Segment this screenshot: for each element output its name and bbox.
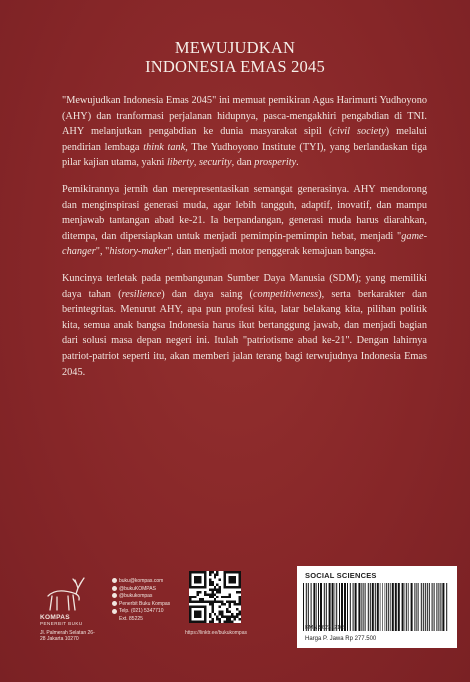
italic-term: think tank (143, 141, 186, 153)
text-run: ), serta berkarakter dan berintegritas. Menurut AHY, apa pun profesi kita, latar belakang kita, pilihan politik kita, semua anak bangsa Indonesia harus ikut bertanggung jawab, dan menjadi bagian dari solusi masa depan negeri ini. Itulah "patriotisme abad ke-21". Dengan lahirnya patriot-patriot seperti itu, akan memberi jalan terang bagi terwujudnya Indonesia Emas 2045. (62, 288, 427, 378)
text-run: "Mewujudkan Indonesia Emas 2045" ini memuat pemikiran Agus Harimurti Yudhoyono (AHY) dan tranformasi perjalanan hidupnya, pasca-mengakhiri pengabdian di TNI. AHY melanjutkan pengabdian ke dunia masyarakat sipil ( (62, 95, 427, 138)
text-run: , dan (231, 157, 255, 169)
paragraph-2 (62, 182, 427, 260)
contact-instagram[interactable]: @bukukompas (112, 593, 182, 601)
publisher-address: Jl. Palmerah Selatan 26-28 Jakarta 10270 (40, 630, 95, 642)
contact-twitter[interactable]: @bukuKOMPAS (112, 586, 182, 594)
italic-term: resilience (121, 288, 162, 300)
kmn-number: KMN 562312105 (305, 625, 347, 631)
book-title (0, 38, 470, 76)
text-run: Pemikirannya jernih dan merepresentasikan semangat generasinya. AHY mendorong dan menginspirasi generasi muda, agar lebih tangguh, adaptif, inovatif, dan mampu menjawab tantangan abad ke-21. Ia berpandangan, generasi muda harus diarahkan, ditempa, dan dipersiapkan untuk menjadi pemimpin-pemimpin hebat, menjadi " (62, 183, 427, 242)
facebook-icon (112, 601, 117, 606)
paragraph-1 (62, 93, 427, 171)
blurb (62, 93, 427, 391)
text-run: ) dan daya saing ( (161, 288, 253, 300)
text-run: , (193, 157, 199, 169)
italic-term: competitiveness (252, 288, 319, 300)
twitter-icon (112, 586, 117, 591)
contact-facebook[interactable]: Penerbit Buku Kompas (112, 601, 182, 609)
contact-email[interactable]: buku@kompas.com (112, 578, 182, 586)
italic-term: prosperity (254, 157, 297, 169)
text-run: ", " (95, 246, 110, 258)
italic-term: game-changer (62, 230, 427, 258)
italic-term: civil society (332, 126, 386, 138)
phone-icon (112, 609, 117, 614)
text-run: Kuncinya terletak pada pembangunan Sumber Daya Manusia (SDM); yang memiliki daya tahan ( (62, 272, 427, 300)
contact-extension: Ext. 85225 (119, 615, 143, 622)
publisher-name: KOMPAS (40, 614, 70, 621)
contact-phone: Telp. (021) 5347710 (112, 608, 182, 616)
barcode-icon (303, 583, 451, 631)
qr-caption: https://linktr.ee/bukukompas (185, 630, 247, 636)
publisher-contacts (112, 578, 182, 624)
email-icon (112, 578, 117, 583)
italic-term: liberty (166, 157, 194, 169)
text-run: , The Yudhoyono Institute (TYI), yang berlandaskan tiga pilar kajian utama, yakni (62, 141, 427, 169)
qr-code-icon[interactable] (189, 571, 241, 623)
barcode-panel (297, 566, 457, 648)
price-label: Harga P. Jawa Rp 277.500 (305, 636, 377, 642)
italic-term: security (198, 157, 232, 169)
title-line-1: MEWUJUDKAN (174, 38, 296, 57)
publisher-subtitle: PENERBIT BUKU (40, 621, 83, 626)
text-run: ", dan menjadi motor penggerak kemajuan bangsa. (167, 246, 377, 258)
text-run: . (296, 157, 299, 169)
category-label: SOCIAL SCIENCES (305, 571, 377, 580)
kompas-deer-logo-icon (40, 574, 85, 614)
instagram-icon (112, 593, 117, 598)
italic-term: history-maker (109, 246, 168, 258)
paragraph-3 (62, 271, 427, 380)
title-line-2: INDONESIA EMAS 2045 (145, 57, 325, 76)
text-run: ) melalui pendirian lembaga (62, 126, 427, 153)
